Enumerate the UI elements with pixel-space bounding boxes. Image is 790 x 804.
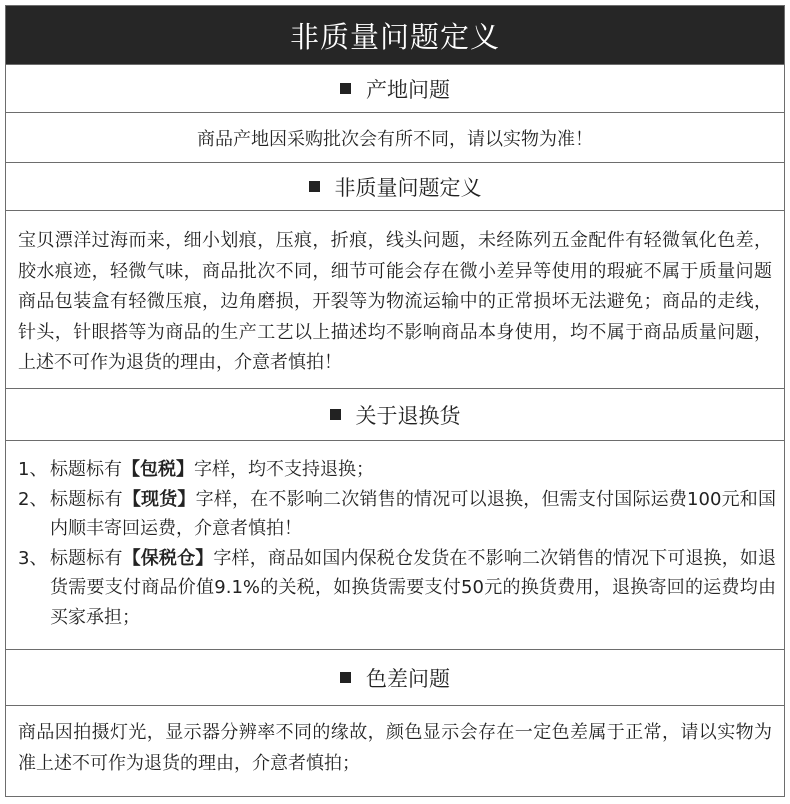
square-bullet-icon bbox=[330, 409, 341, 420]
section-heading-origin bbox=[6, 64, 784, 112]
section-heading-label: 产地问题 bbox=[366, 77, 450, 102]
list-item-number: 3、 bbox=[18, 547, 48, 569]
section-text: 宝贝漂洋过海而来，细小划痕，压痕，折痕，线头问题，未经陈列五金配件有轻微氧化色差，胶水痕迹，轻微气味，商品批次不同，细节可能会存在微小差异等使用的瑕疵不属于质量问题商品包装盒有轻微压痕，边角磨损，开裂等为物流运输中的正常损坏无法避免；商品的走线，针头，针眼搭等为商品的生产工艺以上描述均不影响商品本身使用，均不属于商品质量问题，上述不可作为退货的理由，介意者慎拍！ bbox=[18, 230, 772, 374]
list-item-text: 字样，均不支持退换； bbox=[194, 459, 374, 480]
list-item-tag: 【包税】 bbox=[122, 459, 194, 480]
section-heading-label: 关于退换货 bbox=[355, 403, 461, 428]
section-body-origin bbox=[6, 112, 784, 162]
list-item-prefix: 标题标有 bbox=[50, 547, 123, 569]
list-item bbox=[6, 455, 776, 485]
list-item-text: 字样，在不影响二次销售的情况可以退换，但需支付国际运费100元和国内顺丰寄回运费，介意者慎拍！ bbox=[50, 488, 777, 540]
page-title: 非质量问题定义 bbox=[6, 6, 784, 64]
section-body-definition bbox=[6, 210, 784, 388]
list-item bbox=[6, 544, 776, 633]
section-text: 商品产地因采购批次会有所不同，请以实物为准！ bbox=[197, 128, 593, 150]
list-item-prefix: 标题标有 bbox=[50, 488, 123, 510]
list-item bbox=[6, 485, 776, 544]
list-item-text: 字样，商品如国内保税仓发货在不影响二次销售的情况下可退换，如退货需要支付商品价值9.1%的关税，如换货需要支付50元的换货费用，退换寄回的运费均由买家承担； bbox=[50, 547, 777, 628]
square-bullet-icon bbox=[340, 83, 351, 94]
section-body-color bbox=[6, 705, 784, 796]
section-heading-returns bbox=[6, 388, 784, 440]
section-body-returns bbox=[6, 440, 784, 649]
section-heading-color bbox=[6, 649, 784, 705]
section-heading-label: 非质量问题定义 bbox=[334, 175, 482, 200]
section-heading-definition bbox=[6, 162, 784, 210]
list-item-number: 2、 bbox=[18, 488, 48, 510]
square-bullet-icon bbox=[340, 672, 351, 683]
section-text: 商品因拍摄灯光，显示器分辨率不同的缘故，颜色显示会存在一定色差属于正常，请以实物为准上述不可作为退货的理由，介意者慎拍； bbox=[18, 722, 772, 774]
square-bullet-icon bbox=[309, 181, 320, 192]
list-item-tag: 【现货】 bbox=[122, 488, 196, 510]
list-item-number: 1、 bbox=[18, 459, 48, 480]
list-item-prefix: 标题标有 bbox=[50, 459, 122, 480]
section-heading-label: 色差问题 bbox=[366, 666, 450, 691]
policy-frame bbox=[5, 5, 785, 797]
list-item-tag: 【保税仓】 bbox=[122, 547, 214, 569]
